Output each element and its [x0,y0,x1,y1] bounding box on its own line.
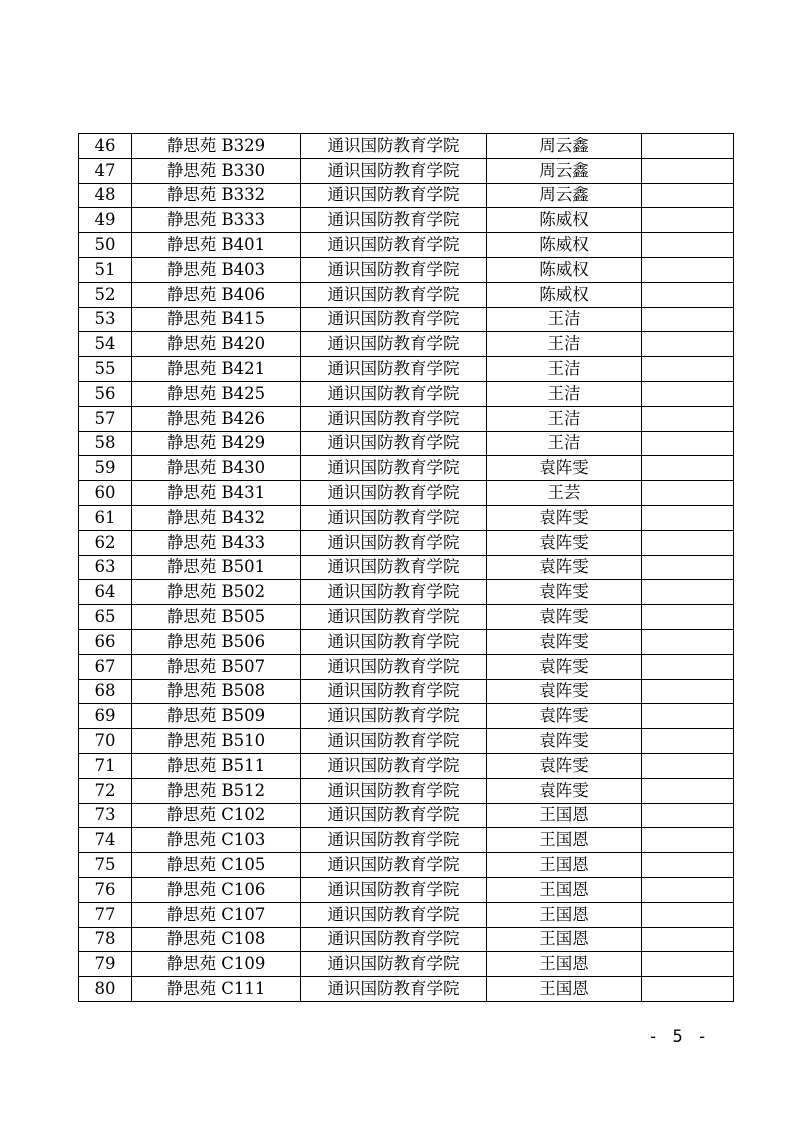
table-row [79,605,734,630]
college-cell: 通识国防教育学院 [301,654,487,679]
row-number-cell: 76 [79,877,132,902]
college-cell: 通识国防教育学院 [301,828,487,853]
room-cell: 静思苑 C109 [132,952,301,977]
person-cell: 陈威权 [487,282,642,307]
row-number-cell: 53 [79,307,132,332]
college-cell: 通识国防教育学院 [301,381,487,406]
room-cell: 静思苑 B511 [132,753,301,778]
row-number-cell: 51 [79,257,132,282]
room-cell: 静思苑 B429 [132,431,301,456]
room-cell: 静思苑 B512 [132,778,301,803]
note-cell [642,679,734,704]
college-cell: 通识国防教育学院 [301,481,487,506]
row-number-cell: 78 [79,927,132,952]
dormitory-table [78,133,734,1002]
table-row [79,183,734,208]
room-cell: 静思苑 B421 [132,357,301,382]
row-number-cell: 79 [79,952,132,977]
table-row [79,431,734,456]
person-cell: 王洁 [487,406,642,431]
table-row [79,481,734,506]
row-number-cell: 65 [79,605,132,630]
note-cell [642,332,734,357]
note-cell [642,877,734,902]
table-row [79,877,734,902]
room-cell: 静思苑 B432 [132,505,301,530]
college-cell: 通识国防教育学院 [301,257,487,282]
note-cell [642,580,734,605]
table-row [79,381,734,406]
table-row [79,158,734,183]
row-number-cell: 67 [79,654,132,679]
table-row [79,679,734,704]
row-number-cell: 48 [79,183,132,208]
college-cell: 通识国防教育学院 [301,530,487,555]
college-cell: 通识国防教育学院 [301,406,487,431]
person-cell: 王洁 [487,381,642,406]
row-number-cell: 60 [79,481,132,506]
row-number-cell: 66 [79,629,132,654]
row-number-cell: 74 [79,828,132,853]
row-number-cell: 80 [79,977,132,1002]
college-cell: 通识国防教育学院 [301,605,487,630]
note-cell [642,629,734,654]
person-cell: 袁阵雯 [487,456,642,481]
person-cell: 周云鑫 [487,134,642,159]
room-cell: 静思苑 B430 [132,456,301,481]
note-cell [642,952,734,977]
row-number-cell: 69 [79,704,132,729]
college-cell: 通识国防教育学院 [301,753,487,778]
row-number-cell: 57 [79,406,132,431]
row-number-cell: 73 [79,803,132,828]
college-cell: 通识国防教育学院 [301,803,487,828]
room-cell: 静思苑 B329 [132,134,301,159]
college-cell: 通识国防教育学院 [301,729,487,754]
row-number-cell: 58 [79,431,132,456]
person-cell: 王洁 [487,307,642,332]
college-cell: 通识国防教育学院 [301,629,487,654]
college-cell: 通识国防教育学院 [301,977,487,1002]
row-number-cell: 54 [79,332,132,357]
table-row [79,307,734,332]
person-cell: 袁阵雯 [487,654,642,679]
room-cell: 静思苑 B502 [132,580,301,605]
room-cell: 静思苑 C108 [132,927,301,952]
college-cell: 通识国防教育学院 [301,679,487,704]
note-cell [642,605,734,630]
college-cell: 通识国防教育学院 [301,456,487,481]
person-cell: 王国恩 [487,828,642,853]
table-row [79,853,734,878]
note-cell [642,481,734,506]
college-cell: 通识国防教育学院 [301,927,487,952]
college-cell: 通识国防教育学院 [301,853,487,878]
person-cell: 王芸 [487,481,642,506]
person-cell: 陈威权 [487,257,642,282]
person-cell: 袁阵雯 [487,505,642,530]
room-cell: 静思苑 B505 [132,605,301,630]
person-cell: 周云鑫 [487,158,642,183]
room-cell: 静思苑 B330 [132,158,301,183]
college-cell: 通识国防教育学院 [301,332,487,357]
note-cell [642,853,734,878]
room-cell: 静思苑 B509 [132,704,301,729]
note-cell [642,977,734,1002]
person-cell: 王国恩 [487,927,642,952]
table-row [79,803,734,828]
person-cell: 陈威权 [487,208,642,233]
college-cell: 通识国防教育学院 [301,505,487,530]
table-row [79,952,734,977]
college-cell: 通识国防教育学院 [301,208,487,233]
note-cell [642,381,734,406]
row-number-cell: 62 [79,530,132,555]
table-row [79,357,734,382]
room-cell: 静思苑 B415 [132,307,301,332]
person-cell: 周云鑫 [487,183,642,208]
college-cell: 通识国防教育学院 [301,431,487,456]
person-cell: 王洁 [487,357,642,382]
college-cell: 通识国防教育学院 [301,778,487,803]
note-cell [642,257,734,282]
table-row [79,828,734,853]
row-number-cell: 63 [79,555,132,580]
note-cell [642,357,734,382]
room-cell: 静思苑 B420 [132,332,301,357]
table-row [79,332,734,357]
note-cell [642,778,734,803]
room-cell: 静思苑 B433 [132,530,301,555]
note-cell [642,134,734,159]
room-cell: 静思苑 C107 [132,902,301,927]
note-cell [642,753,734,778]
room-cell: 静思苑 B332 [132,183,301,208]
table-row [79,208,734,233]
table-row [79,977,734,1002]
room-cell: 静思苑 B406 [132,282,301,307]
table-row [79,704,734,729]
row-number-cell: 71 [79,753,132,778]
note-cell [642,902,734,927]
dormitory-table-container [78,133,733,1002]
person-cell: 王国恩 [487,853,642,878]
person-cell: 王国恩 [487,902,642,927]
table-row [79,580,734,605]
table-row [79,902,734,927]
note-cell [642,183,734,208]
table-row [79,729,734,754]
row-number-cell: 75 [79,853,132,878]
college-cell: 通识国防教育学院 [301,282,487,307]
note-cell [642,803,734,828]
college-cell: 通识国防教育学院 [301,134,487,159]
college-cell: 通识国防教育学院 [301,555,487,580]
table-row [79,456,734,481]
table-row [79,257,734,282]
college-cell: 通识国防教育学院 [301,952,487,977]
note-cell [642,208,734,233]
person-cell: 王国恩 [487,877,642,902]
person-cell: 陈威权 [487,233,642,258]
table-row [79,406,734,431]
room-cell: 静思苑 C111 [132,977,301,1002]
row-number-cell: 59 [79,456,132,481]
table-row [79,530,734,555]
room-cell: 静思苑 B425 [132,381,301,406]
person-cell: 王洁 [487,332,642,357]
person-cell: 王国恩 [487,803,642,828]
note-cell [642,729,734,754]
note-cell [642,233,734,258]
row-number-cell: 50 [79,233,132,258]
page-number: - 5 - [648,1027,710,1047]
row-number-cell: 61 [79,505,132,530]
note-cell [642,505,734,530]
note-cell [642,456,734,481]
person-cell: 袁阵雯 [487,605,642,630]
college-cell: 通识国防教育学院 [301,357,487,382]
table-row [79,282,734,307]
note-cell [642,704,734,729]
row-number-cell: 47 [79,158,132,183]
row-number-cell: 68 [79,679,132,704]
room-cell: 静思苑 B403 [132,257,301,282]
person-cell: 王国恩 [487,977,642,1002]
row-number-cell: 56 [79,381,132,406]
person-cell: 王洁 [487,431,642,456]
table-row [79,505,734,530]
person-cell: 袁阵雯 [487,704,642,729]
table-row [79,134,734,159]
person-cell: 袁阵雯 [487,753,642,778]
row-number-cell: 55 [79,357,132,382]
note-cell [642,927,734,952]
college-cell: 通识国防教育学院 [301,704,487,729]
note-cell [642,654,734,679]
college-cell: 通识国防教育学院 [301,183,487,208]
table-row [79,629,734,654]
room-cell: 静思苑 C103 [132,828,301,853]
college-cell: 通识国防教育学院 [301,307,487,332]
row-number-cell: 52 [79,282,132,307]
table-body [79,134,734,1002]
college-cell: 通识国防教育学院 [301,877,487,902]
room-cell: 静思苑 B508 [132,679,301,704]
room-cell: 静思苑 B401 [132,233,301,258]
room-cell: 静思苑 B431 [132,481,301,506]
room-cell: 静思苑 B333 [132,208,301,233]
row-number-cell: 64 [79,580,132,605]
table-row [79,233,734,258]
person-cell: 袁阵雯 [487,580,642,605]
room-cell: 静思苑 B501 [132,555,301,580]
room-cell: 静思苑 C105 [132,853,301,878]
college-cell: 通识国防教育学院 [301,902,487,927]
row-number-cell: 49 [79,208,132,233]
table-row [79,927,734,952]
room-cell: 静思苑 B507 [132,654,301,679]
room-cell: 静思苑 C102 [132,803,301,828]
row-number-cell: 46 [79,134,132,159]
room-cell: 静思苑 C106 [132,877,301,902]
room-cell: 静思苑 B506 [132,629,301,654]
note-cell [642,555,734,580]
table-row [79,654,734,679]
table-row [79,778,734,803]
note-cell [642,431,734,456]
note-cell [642,530,734,555]
room-cell: 静思苑 B426 [132,406,301,431]
row-number-cell: 72 [79,778,132,803]
table-row [79,753,734,778]
room-cell: 静思苑 B510 [132,729,301,754]
college-cell: 通识国防教育学院 [301,158,487,183]
person-cell: 袁阵雯 [487,629,642,654]
note-cell [642,307,734,332]
row-number-cell: 77 [79,902,132,927]
person-cell: 王国恩 [487,952,642,977]
person-cell: 袁阵雯 [487,555,642,580]
person-cell: 袁阵雯 [487,778,642,803]
note-cell [642,828,734,853]
college-cell: 通识国防教育学院 [301,580,487,605]
person-cell: 袁阵雯 [487,679,642,704]
person-cell: 袁阵雯 [487,729,642,754]
table-row [79,555,734,580]
row-number-cell: 70 [79,729,132,754]
person-cell: 袁阵雯 [487,530,642,555]
college-cell: 通识国防教育学院 [301,233,487,258]
note-cell [642,406,734,431]
note-cell [642,282,734,307]
note-cell [642,158,734,183]
